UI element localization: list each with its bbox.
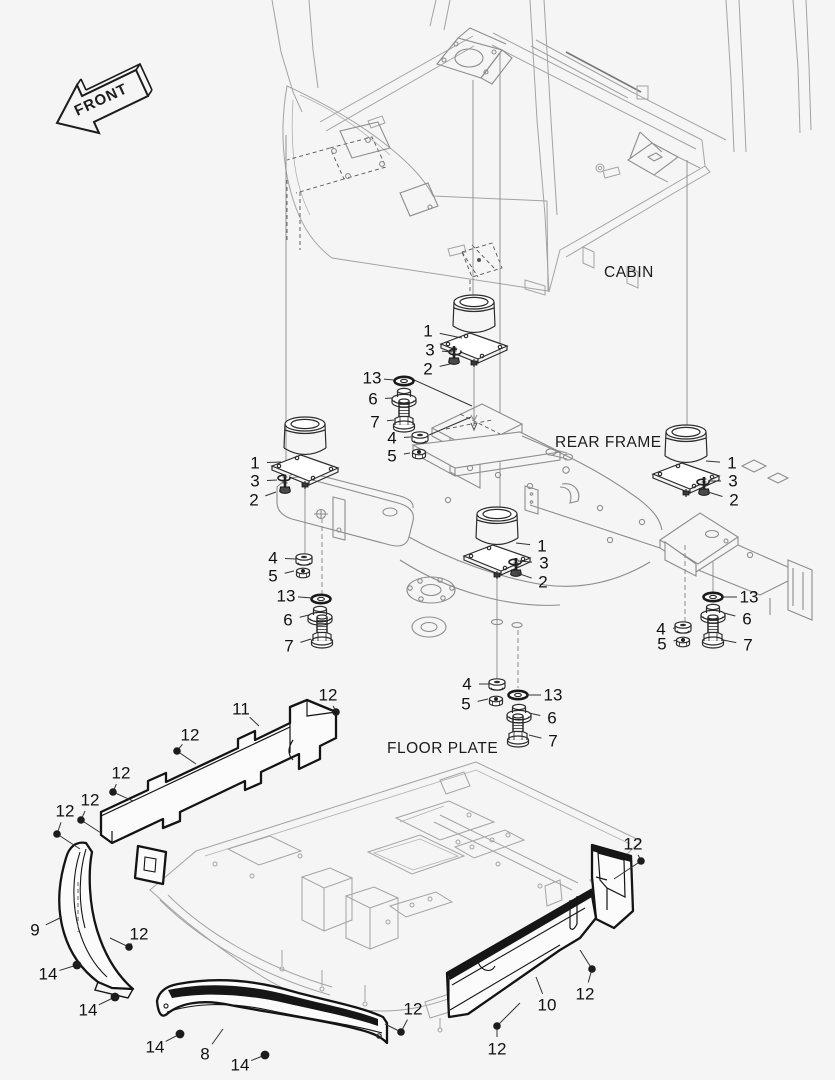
callout-number-6: 6 [742,609,752,629]
cover-panels-drawing [59,700,633,1043]
washer-4 [412,432,428,443]
callout-number-9: 9 [30,920,40,940]
leader-line-ext [57,834,80,849]
callout-number-1: 1 [250,453,260,473]
callout-number-12: 12 [487,1039,507,1059]
callout-number-5: 5 [657,634,667,654]
callout-number-12: 12 [80,790,100,810]
leader-line [723,640,736,643]
rear-frame-drawing [277,404,812,637]
bolt-12-marker [588,965,596,973]
callout-number-6: 6 [283,610,293,630]
callout-number-13: 13 [362,368,382,388]
bolt-12-marker [53,830,61,838]
callout-number-5: 5 [268,566,278,586]
leader-line [516,543,530,545]
leader-line [300,639,311,642]
bolt-12-marker [173,747,181,755]
callout-number-6: 6 [368,389,378,409]
rubber-mount-top [441,295,507,367]
cabin-label: CABIN [604,264,654,281]
callout-number-2: 2 [538,572,548,592]
leader-line [440,364,450,366]
callout-number-14: 14 [230,1055,250,1075]
bolt-12-marker [109,788,117,796]
washer-13 [312,595,331,603]
bolt-14-marker [111,993,120,1002]
callout-number-5: 5 [461,694,471,714]
washer-4 [296,554,312,565]
leader-line [267,462,281,463]
callout-number-7: 7 [743,635,753,655]
callout-number-3: 3 [539,553,549,573]
callout-number-8: 8 [200,1044,210,1064]
callout-number-7: 7 [548,731,558,751]
washer-4 [489,679,505,690]
callout-number-4: 4 [656,619,666,639]
callout-number-13: 13 [739,587,759,607]
callout-number-11: 11 [232,699,250,719]
front-label: FRONT [71,80,131,120]
bolt-12-marker [397,1028,405,1036]
leader-line [285,571,294,573]
nut-5 [297,568,310,578]
leader-line [724,613,735,616]
callout-number-2: 2 [729,490,739,510]
leader-line [298,597,312,598]
callout-number-14: 14 [78,1000,98,1020]
leader-line [265,492,276,496]
bolt-12-marker [637,857,645,865]
front-arrow [57,64,152,133]
callout-number-3: 3 [425,340,435,360]
callout-number-12: 12 [129,924,149,944]
callout-number-14: 14 [38,964,58,984]
leader-line [384,379,394,380]
leader-line [440,333,462,338]
nut-5 [413,449,426,459]
callout-number-1: 1 [537,536,547,556]
callout-number-12: 12 [318,685,338,705]
leader-line [536,977,543,994]
callout-number-7: 7 [370,412,380,432]
callout-number-3: 3 [250,471,260,491]
leader-line [529,735,541,738]
washer-13 [509,691,528,699]
callout-number-13: 13 [276,586,296,606]
callout-number-1: 1 [727,453,737,473]
callout-number-12: 12 [180,725,200,745]
leader-line [708,492,723,496]
callout-number-7: 7 [284,636,294,656]
leader-line [250,717,259,726]
callout-number-12: 12 [575,984,595,1004]
leader-line [478,699,488,701]
callout-number-13: 13 [543,685,563,705]
bolt-12-marker [77,816,85,824]
callout-number-12: 12 [623,834,643,854]
callout-number-10: 10 [537,995,557,1015]
callout-number-12: 12 [403,999,423,1019]
washer-13 [395,377,414,385]
callout-number-6: 6 [547,708,557,728]
leader-line [706,461,720,462]
nut-5 [490,696,503,706]
leader-line [212,1029,223,1044]
callout-number-4: 4 [268,548,278,568]
bolt-14-marker [73,961,82,970]
callout-number-4: 4 [387,428,397,448]
nut-5 [677,637,690,647]
washer-4 [675,622,691,633]
callout-number-4: 4 [462,674,472,694]
cover-11 [101,700,336,843]
cabin-drawing [272,0,811,295]
bolt-12-marker [125,943,133,951]
bolt-14-marker [261,1051,270,1060]
callout-number-5: 5 [387,446,397,466]
callout-number-12: 12 [55,801,75,821]
leader-line [404,453,410,454]
washer-13 [704,593,723,601]
bolt-14-marker [176,1030,185,1039]
callout-number-3: 3 [728,471,738,491]
leader-line [387,420,394,421]
callout-number-2: 2 [423,359,433,379]
callout-number-1: 1 [423,321,433,341]
floor-plate-label: FLOOR PLATE [387,740,499,757]
bolt-12-marker [332,708,340,716]
bolt-12-marker [493,1022,501,1030]
leader-line-ext [497,1003,520,1026]
callout-number-12: 12 [111,763,131,783]
leader-line [46,917,62,925]
callout-number-2: 2 [249,490,259,510]
rear-frame-label: REAR FRAME [555,434,662,451]
callout-number-14: 14 [145,1037,165,1057]
